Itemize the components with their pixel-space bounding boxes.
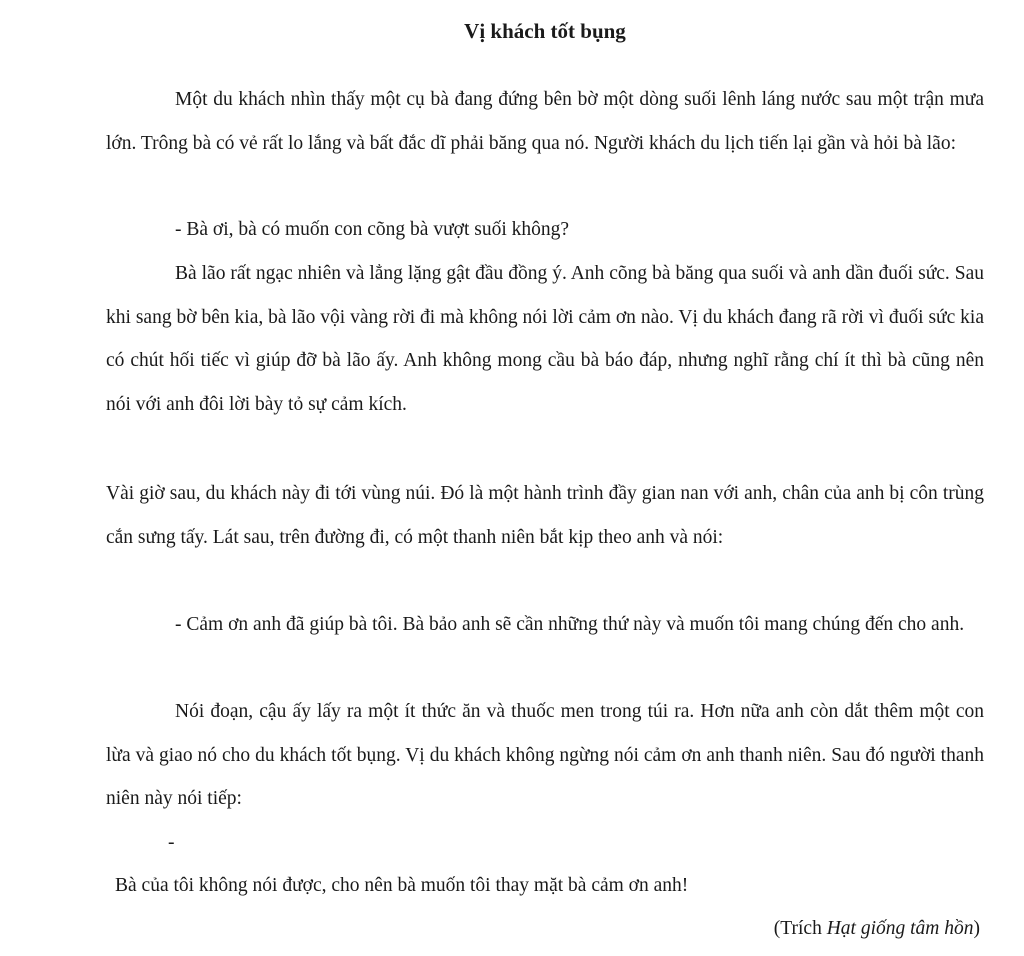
source-citation	[774, 914, 980, 944]
document-page	[106, 0, 984, 956]
paragraph-4: Vài giờ sau, du khách này đi tới vùng núi. Đó là một hành trình đầy gian nan với anh, chân của anh bị côn trùng cắn sưng tấy. Lát sau, trên đường đi, có một thanh niên bắt kịp theo anh và nói:	[106, 483, 984, 548]
paragraph-3: Bà lão rất ngạc nhiên và lẳng lặng gật đầu đồng ý. Anh cõng bà băng qua suối và anh dần đuối sức. Sau khi sang bờ bên kia, bà lão vội vàng rời đi mà không nói lời cảm ơn nào. Vị du khách đang rã rời vì đuối sức kia có chút hối tiếc vì giúp đỡ bà lão ấy. Anh không mong cầu bà báo đáp, nhưng nghĩ rằng chí ít thì bà cũng nên nói với anh đôi lời bày tỏ sự cảm kích.	[106, 263, 984, 415]
final-dialogue-line: Bà của tôi không nói được, cho nên bà muốn tôi thay mặt bà cảm ơn anh!	[115, 875, 689, 896]
source-close: )	[973, 918, 980, 939]
paragraph-1: Một du khách nhìn thấy một cụ bà đang đứng bên bờ một dòng suối lênh láng nước sau một trận mưa lớn. Trông bà có vẻ rất lo lắng và bất đắc dĩ phải băng qua nó. Người khách du lịch tiến lại gần và hỏi bà lão:	[106, 89, 984, 154]
source-open: (Trích	[773, 918, 827, 939]
paragraph-5-dialogue: - Cảm ơn anh đã giúp bà tôi. Bà bảo anh sẽ cần những thứ này và muốn tôi mang chúng đến cho anh.	[175, 614, 965, 635]
paragraph-2-dialogue: - Bà ơi, bà có muốn con cõng bà vượt suối không?	[175, 219, 570, 240]
document-title: Vị khách tốt bụng	[464, 19, 626, 43]
source-book-title: Hạt giống tâm hồn	[826, 918, 974, 939]
paragraph-6: Nói đoạn, cậu ấy lấy ra một ít thức ăn và thuốc men trong túi ra. Hơn nữa anh còn dắt thêm một con lừa và giao nó cho du khách tốt bụng. Vị du khách không ngừng nói cảm ơn anh thanh niên. Sau đó người thanh niên này nói tiếp:	[106, 701, 984, 809]
dialogue-dash: -	[168, 832, 175, 853]
